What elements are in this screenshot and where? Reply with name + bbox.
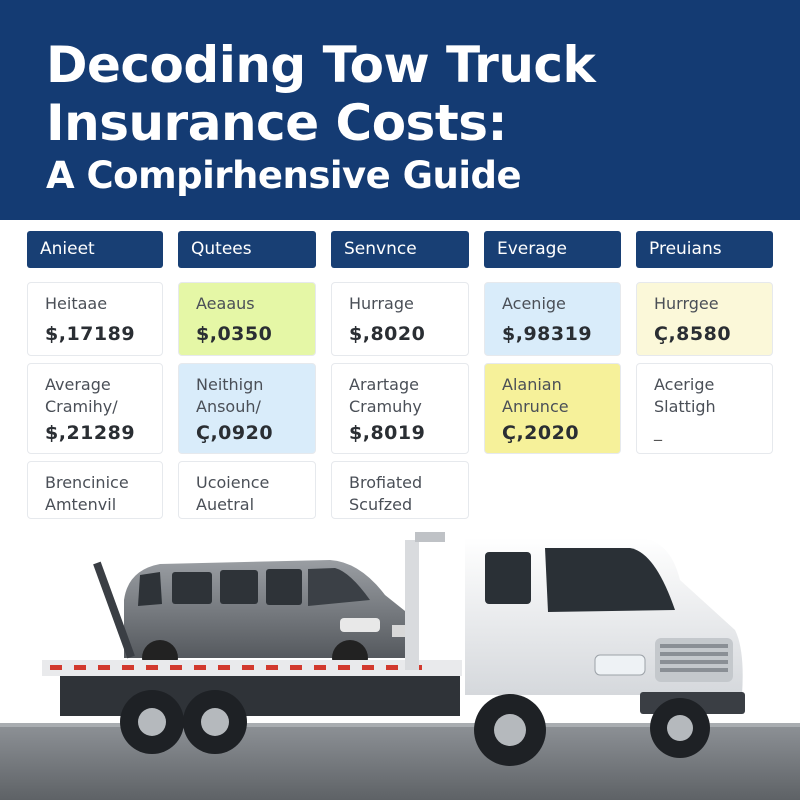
card-label: Anrunce [502,397,569,416]
column-header-2: Qutees [178,231,316,268]
cost-card [484,363,621,454]
card-label: Acenige [502,294,566,313]
column-header-3: Senvnce [331,231,469,268]
cost-card [178,461,316,519]
truck-cab-graphic [465,538,745,714]
card-value: $,17189 [45,323,136,345]
card-label: Slattigh [654,397,716,416]
card-label: Auetral [196,495,255,514]
cost-card [636,282,773,356]
card-value: $,0350 [196,323,273,345]
column-header-4: Everage [484,231,621,268]
title-line-2: Insurance Costs: [46,94,507,152]
card-label: Neithign [196,375,264,394]
cost-card [27,363,163,454]
card-value: _ [654,422,662,441]
card-label: Ucoience [196,473,270,492]
card-label: Aeaaus [196,294,255,313]
card-value: Ç,2020 [502,422,580,444]
title-line-1: Decoding Tow Truck [46,36,596,94]
card-label: Heitaae [45,294,108,313]
cost-card [27,282,163,356]
cost-card [484,282,621,356]
card-label: Hurrgee [654,294,719,313]
card-label: Brofiated [349,473,423,492]
card-label: Arartage [349,375,419,394]
title-banner [0,0,800,220]
van-graphic [124,560,410,676]
cost-card [178,282,316,356]
card-value: $,8019 [349,422,426,444]
cost-card [178,363,316,454]
cost-card [331,282,469,356]
card-label: Acerige [654,375,715,394]
column-header-5: Preuians [636,231,773,268]
cost-card [27,461,163,519]
card-value: Ç,0920 [196,422,274,444]
card-label: Cramihy/ [45,397,118,416]
card-label: Cramuhy [349,397,422,416]
subtitle: A Compirhensive Guide [46,154,522,197]
card-label: Amtenvil [45,495,117,514]
card-label: Alanian [502,375,562,394]
cost-card [331,461,469,519]
card-value: Ç,8580 [654,323,732,345]
card-value: $,8020 [349,323,426,345]
cost-card [331,363,469,454]
cost-card [636,363,773,454]
card-label: Average [45,375,111,394]
card-label: Brencinice [45,473,129,492]
tow-truck-illustration [0,520,800,800]
column-header-1: Anieet [27,231,163,268]
card-label: Scufzed [349,495,413,514]
card-value: $,21289 [45,422,136,444]
card-value: $,98319 [502,323,593,345]
card-label: Ansouh/ [196,397,261,416]
card-label: Hurrage [349,294,414,313]
